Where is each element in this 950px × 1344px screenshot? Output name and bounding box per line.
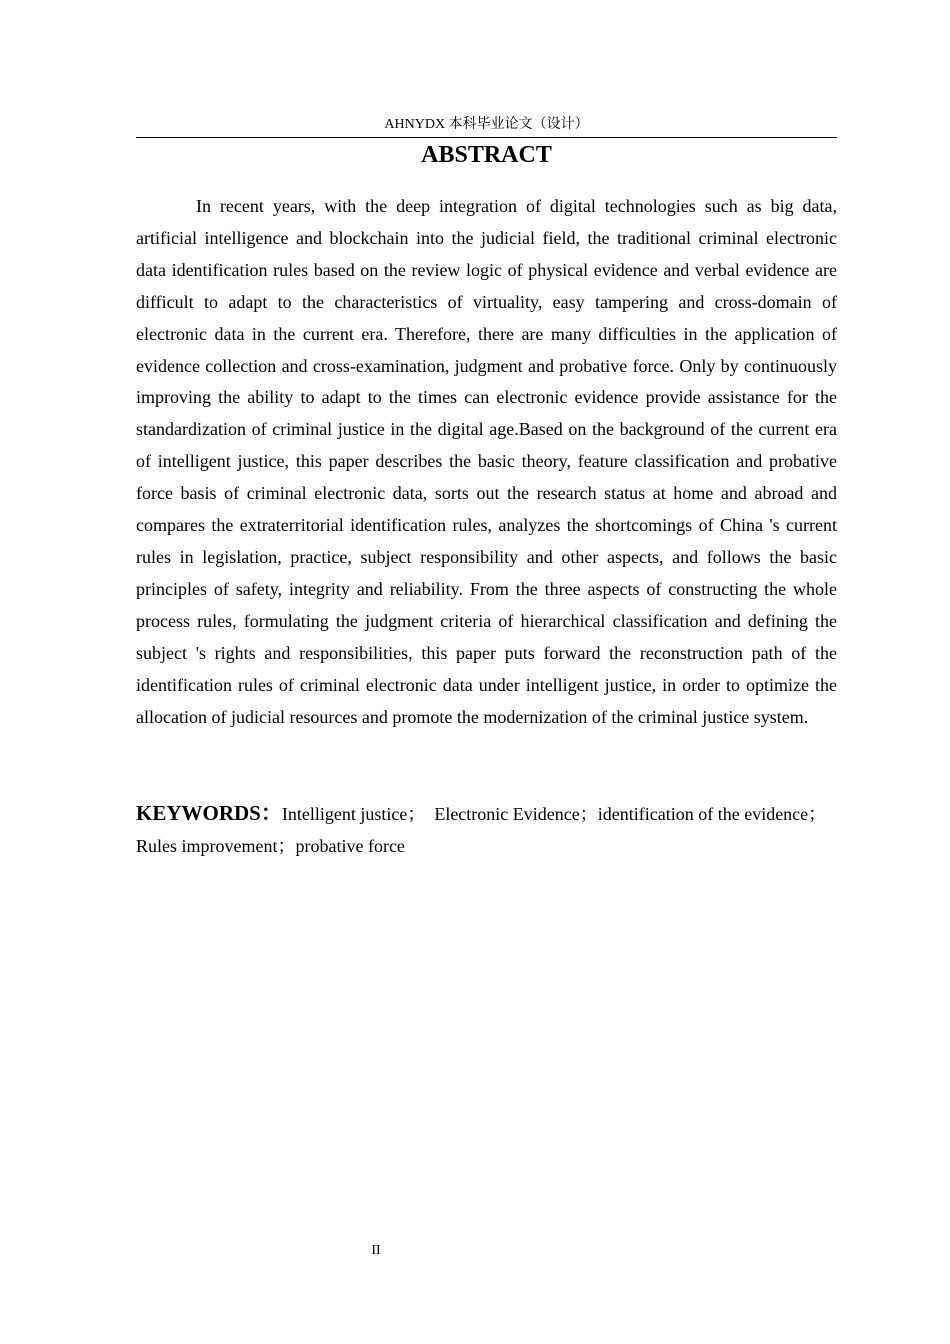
keywords-label: KEYWORDS： (136, 801, 282, 825)
abstract-title: ABSTRACT (421, 142, 552, 168)
keywords-text: Intelligent justice； Electronic Evidence；identification of the evidence；Rules improvement；probative force (136, 804, 827, 856)
running-header: AHNYDX 本科毕业论文（设计） (384, 117, 589, 132)
header-divider (136, 137, 837, 138)
keywords-line (136, 797, 837, 862)
abstract-paragraph: In recent years, with the deep integration of digital technologies such as big data, artificial intelligence and blockchain into the judicial field, the traditional criminal electronic data identification rules based on the review logic of physical evidence and verbal evidence are difficult to adapt to the characteristics of virtuality, easy tampering and cross-domain of electronic data in the current era. Therefore, there are many difficulties in the application of evidence collection and cross-examination, judgment and probative force. Only by continuously improving the ability to adapt to the times can electronic evidence provide assistance for the standardization of criminal justice in the digital age.Based on the background of the current era of intelligent justice, this paper describes the basic theory, feature classification and probative force basis of criminal electronic data, sorts out the research status at home and abroad and compares the extraterritorial identification rules, analyzes the shortcomings of China 's current rules in legislation, practice, subject responsibility and other aspects, and follows the basic principles of safety, integrity and reliability. From the three aspects of constructing the whole process rules, formulating the judgment criteria of hierarchical classification and defining the subject 's rights and responsibilities, this paper puts forward the reconstruction path of the identification rules of criminal electronic data under intelligent justice, in order to optimize the allocation of judicial resources and promote the modernization of the criminal justice system. (136, 196, 837, 727)
page-number: II (371, 1243, 381, 1258)
